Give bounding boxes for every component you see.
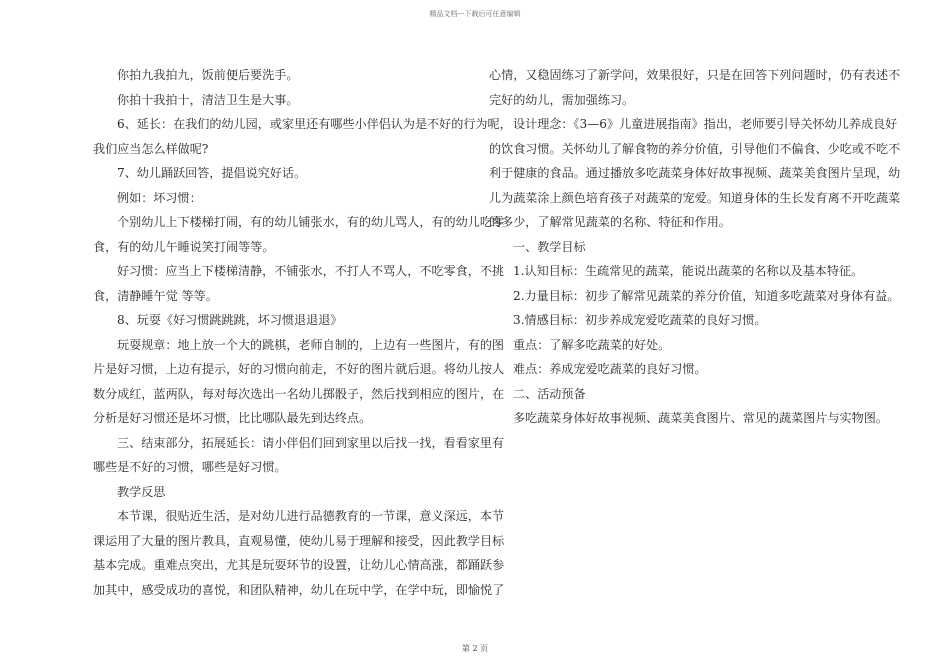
text-line: 片是好习惯，上边有提示，好的习惯向前走，不好的图片就后退。将幼儿按人 bbox=[93, 362, 505, 376]
text-line: 8、玩耍《好习惯跳跳跳，坏习惯退退退》 bbox=[117, 313, 343, 327]
text-line: 食，有的幼儿午睡说笑打闹等等。 bbox=[93, 239, 275, 254]
left-column bbox=[93, 63, 512, 602]
text-line: 设计理念：《3—6》儿童进展指南》指出，老师要引导关怀幼儿养成良好 bbox=[513, 117, 898, 131]
text-line: 教学反思 bbox=[117, 484, 166, 499]
text-line: 本节课，很贴近生活，是对幼儿进行品德教育的一节课，意义深远，本节 bbox=[117, 509, 505, 523]
text-line: 7、幼儿踊跃回答，提倡说究好话。 bbox=[117, 166, 307, 180]
text-line: 例如：坏习惯： bbox=[117, 190, 202, 205]
text-line: 2.力量目标：初步了解常见蔬菜的养分价值，知道多吃蔬菜对身体有益。 bbox=[513, 288, 900, 303]
text-line: 6、延长：在我们的幼儿园，或家里还有哪些小伴侣认为是不好的行为呢， bbox=[117, 117, 512, 131]
text-line: 的饮食习惯。关怀幼儿了解食物的养分价值，引导他们不偏食、少吃或不吃不 bbox=[489, 141, 901, 156]
page-header: 精品文档---下载后可任意编辑 bbox=[429, 10, 521, 18]
right-column bbox=[489, 63, 901, 431]
text-line: 你拍九我拍九，饭前便后要洗手。 bbox=[117, 68, 299, 82]
text-line: 分析是好习惯还是坏习惯，比比哪队最先到达终点。 bbox=[93, 411, 372, 425]
text-line: 你拍十我拍十，清洁卫生是大事。 bbox=[117, 92, 299, 107]
text-line: 完好的幼儿，需加强练习。 bbox=[489, 92, 635, 107]
text-line: 多吃蔬菜身体好故事视频、蔬菜美食图片、常见的蔬菜图片与实物图。 bbox=[513, 411, 888, 425]
text-line: 基本完成。重难点突出，尤其是玩耍环节的设置，让幼儿心情高涨，都踊跃参 bbox=[93, 558, 505, 572]
text-line: 儿为蔬菜涂上颜色培育孩子对蔬菜的宠爱。知道身体的生长发育离不开吃蔬菜 bbox=[489, 190, 901, 205]
text-line: 哪些是不好的习惯，哪些是好习惯。 bbox=[93, 460, 287, 474]
text-line: 3.情感目标：初步养成宠爱吃蔬菜的良好习惯。 bbox=[513, 313, 767, 327]
page-number: 第 2 页 bbox=[461, 644, 489, 653]
text-line: 好习惯：应当上下楼梯清静，不铺张水，不打人不骂人，不吃零食，不挑 bbox=[117, 264, 505, 278]
text-line: 玩耍规章：地上放一个大的跳棋，老师自制的，上边有一些图片，有的图 bbox=[117, 337, 505, 352]
text-line: 个别幼儿上下楼梯打闹，有的幼儿铺张水，有的幼儿骂人，有的幼儿吃零 bbox=[117, 215, 505, 229]
text-line: 1.认知目标：生疏常见的蔬菜，能说出蔬菜的名称以及基本特征。 bbox=[513, 264, 864, 278]
text-line: 三、结束部分，拓展延长：请小伴侣们回到家里以后找一找，看看家里有 bbox=[117, 435, 505, 450]
text-line: 课运用了大量的图片教具，直观易懂，使幼儿易于理解和接受，因此教学目标 bbox=[93, 533, 505, 548]
text-line: 二、活动预备 bbox=[513, 386, 586, 401]
text-line: 利于健康的食品。通过播放多吃蔬菜身体好故事视频、蔬菜美食图片呈现，幼 bbox=[489, 166, 901, 180]
text-line: 重点：了解多吃蔬菜的好处。 bbox=[513, 337, 671, 352]
text-line: 数分成红，蓝两队，每对每次选出一名幼儿掷骰子，然后找到相应的图片，在 bbox=[93, 386, 505, 401]
text-line: 难点：养成宠爱吃蔬菜的良好习惯。 bbox=[513, 362, 707, 376]
text-line: 心情，又稳固练习了新学问，效果很好，只是在回答下列问题时，仍有表述不 bbox=[489, 68, 901, 82]
text-line: 的多少，了解常见蔬菜的名称、特征和作用。 bbox=[489, 215, 731, 229]
text-line: 一、教学目标 bbox=[513, 239, 586, 254]
text-line: 加其中，感受成功的喜悦，和团队精神，幼儿在玩中学，在学中玩，即愉悦了 bbox=[93, 582, 505, 597]
text-line: 我们应当怎么样做呢? bbox=[93, 141, 209, 156]
text-line: 食，清静睡午觉 等等。 bbox=[93, 288, 218, 303]
